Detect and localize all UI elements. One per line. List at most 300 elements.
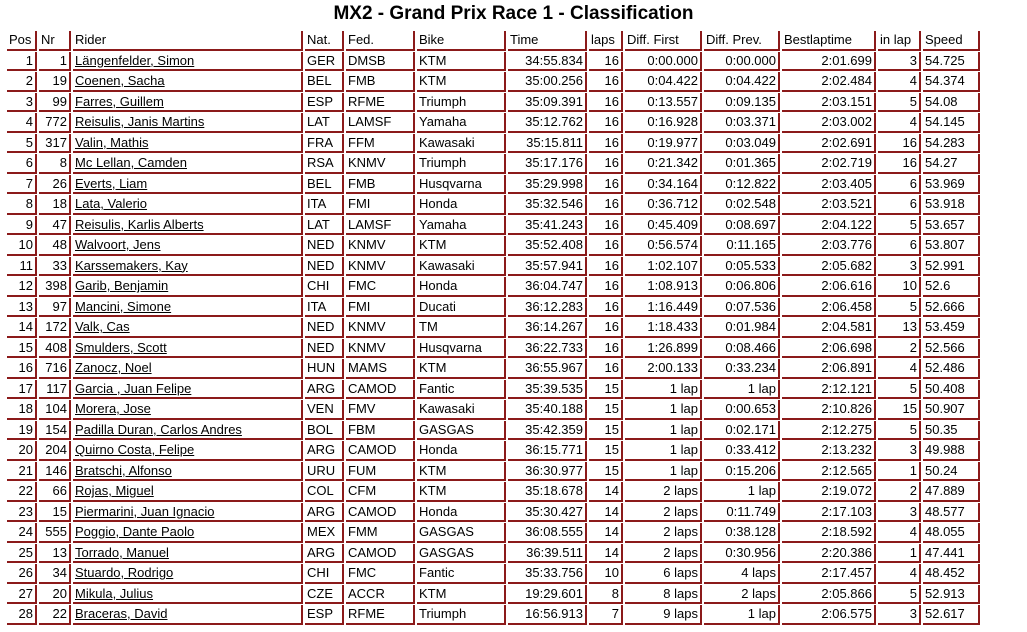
number-cell: 408 (39, 339, 71, 359)
bestlaptime-cell: 2:05.866 (782, 585, 876, 605)
laps-cell: 14 (589, 482, 623, 502)
rider-cell (73, 93, 303, 113)
position-cell: 14 (7, 318, 37, 338)
rider-link[interactable]: Zanocz, Noel (75, 360, 152, 375)
diff-first-cell: 1:02.107 (625, 257, 702, 277)
bike-cell: KTM (417, 52, 506, 72)
laps-cell: 16 (589, 257, 623, 277)
rider-link[interactable]: Lata, Valerio (75, 196, 148, 211)
bestlaptime-cell: 2:04.122 (782, 216, 876, 236)
nation-cell: RSA (305, 154, 344, 174)
diff-first-cell: 0:19.977 (625, 134, 702, 154)
number-cell: 104 (39, 400, 71, 420)
bike-cell: Yamaha (417, 216, 506, 236)
rider-link[interactable]: Braceras, David (75, 606, 168, 621)
laps-cell: 16 (589, 72, 623, 92)
rider-cell (73, 359, 303, 379)
number-cell: 204 (39, 441, 71, 461)
federation-cell: CAMOD (346, 503, 415, 523)
time-cell: 35:15.811 (508, 134, 587, 154)
speed-cell: 54.374 (923, 72, 980, 92)
bestlaptime-cell: 2:18.592 (782, 523, 876, 543)
position-cell: 11 (7, 257, 37, 277)
laps-cell: 8 (589, 585, 623, 605)
diff-prev-cell: 4 laps (704, 564, 780, 584)
diff-prev-cell: 0:11.749 (704, 503, 780, 523)
bike-cell: Honda (417, 503, 506, 523)
speed-cell: 52.913 (923, 585, 980, 605)
diff-prev-cell: 0:07.536 (704, 298, 780, 318)
rider-cell (73, 564, 303, 584)
nation-cell: NED (305, 318, 344, 338)
diff-first-cell: 1:18.433 (625, 318, 702, 338)
rider-link[interactable]: Walvoort, Jens (75, 237, 161, 252)
federation-cell: LAMSF (346, 216, 415, 236)
speed-cell: 54.27 (923, 154, 980, 174)
laps-cell: 16 (589, 175, 623, 195)
bestlaptime-cell: 2:20.386 (782, 544, 876, 564)
diff-prev-cell: 0:08.697 (704, 216, 780, 236)
number-cell: 18 (39, 195, 71, 215)
position-cell: 4 (7, 113, 37, 133)
speed-cell: 50.35 (923, 421, 980, 441)
bike-cell: Husqvarna (417, 339, 506, 359)
column-header-rider[interactable]: Rider (73, 31, 303, 51)
nation-cell: URU (305, 462, 344, 482)
rider-cell (73, 482, 303, 502)
rider-link[interactable]: Reisulis, Karlis Alberts (75, 216, 204, 232)
rider-cell (73, 503, 303, 523)
table-row (7, 564, 980, 584)
rider-cell (73, 400, 303, 420)
rider-cell (73, 441, 303, 461)
rider-cell (73, 195, 303, 215)
time-cell: 36:15.771 (508, 441, 587, 461)
diff-prev-cell: 0:03.049 (704, 134, 780, 154)
bestlaptime-cell: 2:17.457 (782, 564, 876, 584)
rider-link[interactable]: Quirno Costa, Felipe (75, 442, 195, 457)
nation-cell: CZE (305, 585, 344, 605)
laps-cell: 16 (589, 236, 623, 256)
diff-first-cell: 2 laps (625, 523, 702, 543)
column-header-diff-prev[interactable]: Diff. Prev. (704, 31, 780, 51)
bike-cell: GASGAS (417, 421, 506, 441)
rider-link[interactable]: Rojas, Miguel (75, 483, 154, 498)
rider-link[interactable]: Bratschi, Alfonso (75, 462, 172, 478)
rider-cell (73, 585, 303, 605)
table-row (7, 154, 980, 174)
in-lap-cell: 10 (878, 277, 921, 297)
diff-prev-cell: 0:33.412 (704, 441, 780, 461)
rider-cell (73, 154, 303, 174)
in-lap-cell: 16 (878, 134, 921, 154)
number-cell: 317 (39, 134, 71, 154)
diff-first-cell: 1 lap (625, 380, 702, 400)
column-header-in-lap[interactable]: in lap (878, 31, 921, 51)
speed-cell: 48.055 (923, 523, 980, 543)
bike-cell: GASGAS (417, 523, 506, 543)
time-cell: 36:08.555 (508, 523, 587, 543)
nation-cell: ARG (305, 544, 344, 564)
table-row (7, 421, 980, 441)
number-cell: 172 (39, 318, 71, 338)
bestlaptime-cell: 2:12.275 (782, 421, 876, 441)
bike-cell: Kawasaki (417, 257, 506, 277)
in-lap-cell: 5 (878, 380, 921, 400)
rider-link[interactable]: Garib, Benjamin (75, 278, 169, 293)
rider-link[interactable]: Mancini, Simone (75, 298, 172, 314)
table-row (7, 175, 980, 195)
table-row (7, 298, 980, 318)
rider-link[interactable]: Valin, Mathis (75, 134, 149, 150)
federation-cell: LAMSF (346, 113, 415, 133)
in-lap-cell: 4 (878, 72, 921, 92)
federation-cell: RFME (346, 93, 415, 113)
rider-cell (73, 318, 303, 338)
table-row (7, 605, 980, 625)
time-cell: 35:18.678 (508, 482, 587, 502)
rider-link[interactable]: Garcia , Juan Felipe (75, 380, 192, 396)
laps-cell: 7 (589, 605, 623, 625)
laps-cell: 16 (589, 298, 623, 318)
time-cell: 34:55.834 (508, 52, 587, 72)
federation-cell: DMSB (346, 52, 415, 72)
time-cell: 35:29.998 (508, 175, 587, 195)
in-lap-cell: 4 (878, 523, 921, 543)
in-lap-cell: 3 (878, 257, 921, 277)
in-lap-cell: 4 (878, 564, 921, 584)
diff-prev-cell: 1 lap (704, 482, 780, 502)
federation-cell: FUM (346, 462, 415, 482)
speed-cell: 53.918 (923, 195, 980, 215)
rider-link[interactable]: Reisulis, Janis Martins (75, 114, 205, 129)
position-cell: 19 (7, 421, 37, 441)
bike-cell: Fantic (417, 564, 506, 584)
speed-cell: 54.08 (923, 93, 980, 113)
rider-cell (73, 257, 303, 277)
rider-link[interactable]: Morera, Jose (75, 401, 151, 416)
position-cell: 8 (7, 195, 37, 215)
time-cell: 35:40.188 (508, 400, 587, 420)
in-lap-cell: 3 (878, 441, 921, 461)
table-row (7, 400, 980, 420)
time-cell: 35:17.176 (508, 154, 587, 174)
rider-link[interactable]: Torrado, Manuel (75, 544, 169, 560)
number-cell: 34 (39, 564, 71, 584)
speed-cell: 52.617 (923, 605, 980, 625)
column-header-nr[interactable]: Nr (39, 31, 71, 51)
diff-prev-cell: 0:08.466 (704, 339, 780, 359)
diff-prev-cell: 0:15.206 (704, 462, 780, 482)
laps-cell: 16 (589, 113, 623, 133)
federation-cell: KNMV (346, 339, 415, 359)
time-cell: 35:52.408 (508, 236, 587, 256)
rider-link[interactable]: Karssemakers, Kay (75, 257, 188, 273)
nation-cell: ITA (305, 298, 344, 318)
number-cell: 19 (39, 72, 71, 92)
classification-body (7, 52, 980, 625)
nation-cell: FRA (305, 134, 344, 154)
position-cell: 16 (7, 359, 37, 379)
laps-cell: 15 (589, 462, 623, 482)
table-row (7, 523, 980, 543)
in-lap-cell: 4 (878, 359, 921, 379)
column-header-laps[interactable]: laps (589, 31, 623, 51)
bestlaptime-cell: 2:17.103 (782, 503, 876, 523)
diff-first-cell: 1 lap (625, 462, 702, 482)
bike-cell: Husqvarna (417, 175, 506, 195)
position-cell: 5 (7, 134, 37, 154)
rider-link[interactable]: Poggio, Dante Paolo (75, 524, 195, 539)
bike-cell: GASGAS (417, 544, 506, 564)
federation-cell: FMI (346, 195, 415, 215)
position-cell: 12 (7, 277, 37, 297)
diff-prev-cell: 0:38.128 (704, 523, 780, 543)
column-header-pos[interactable]: Pos (7, 31, 37, 51)
time-cell: 36:55.967 (508, 359, 587, 379)
bike-cell: TM (417, 318, 506, 338)
diff-prev-cell: 0:02.171 (704, 421, 780, 441)
table-row (7, 503, 980, 523)
bestlaptime-cell: 2:06.891 (782, 359, 876, 379)
diff-first-cell: 2 laps (625, 503, 702, 523)
rider-cell (73, 462, 303, 482)
in-lap-cell: 5 (878, 93, 921, 113)
number-cell: 772 (39, 113, 71, 133)
number-cell: 48 (39, 236, 71, 256)
table-row (7, 195, 980, 215)
rider-cell (73, 52, 303, 72)
nation-cell: ESP (305, 93, 344, 113)
time-cell: 36:04.747 (508, 277, 587, 297)
bestlaptime-cell: 2:12.121 (782, 380, 876, 400)
diff-prev-cell: 0:06.806 (704, 277, 780, 297)
laps-cell: 14 (589, 544, 623, 564)
diff-first-cell: 9 laps (625, 605, 702, 625)
position-cell: 25 (7, 544, 37, 564)
bestlaptime-cell: 2:12.565 (782, 462, 876, 482)
diff-first-cell: 8 laps (625, 585, 702, 605)
nation-cell: GER (305, 52, 344, 72)
bestlaptime-cell: 2:19.072 (782, 482, 876, 502)
number-cell: 117 (39, 380, 71, 400)
position-cell: 17 (7, 380, 37, 400)
diff-prev-cell: 0:33.234 (704, 359, 780, 379)
in-lap-cell: 1 (878, 462, 921, 482)
table-row (7, 216, 980, 236)
in-lap-cell: 3 (878, 52, 921, 72)
bestlaptime-cell: 2:03.151 (782, 93, 876, 113)
speed-cell: 52.486 (923, 359, 980, 379)
federation-cell: FMV (346, 400, 415, 420)
rider-link[interactable]: Längenfelder, Simon (75, 52, 195, 68)
rider-cell (73, 298, 303, 318)
column-header-fed[interactable]: Fed. (346, 31, 415, 51)
nation-cell: ARG (305, 503, 344, 523)
table-row (7, 277, 980, 297)
in-lap-cell: 3 (878, 605, 921, 625)
table-row (7, 339, 980, 359)
laps-cell: 16 (589, 318, 623, 338)
rider-cell (73, 236, 303, 256)
bike-cell: KTM (417, 462, 506, 482)
diff-prev-cell: 0:05.533 (704, 257, 780, 277)
nation-cell: CHI (305, 277, 344, 297)
nation-cell: BOL (305, 421, 344, 441)
diff-first-cell: 1:16.449 (625, 298, 702, 318)
rider-cell (73, 523, 303, 543)
speed-cell: 54.283 (923, 134, 980, 154)
page-title: MX2 - Grand Prix Race 1 - Classification (333, 3, 694, 24)
time-cell: 35:39.535 (508, 380, 587, 400)
laps-cell: 15 (589, 421, 623, 441)
bestlaptime-cell: 2:06.698 (782, 339, 876, 359)
speed-cell: 47.889 (923, 482, 980, 502)
nation-cell: ESP (305, 605, 344, 625)
diff-first-cell: 0:45.409 (625, 216, 702, 236)
diff-first-cell: 0:04.422 (625, 72, 702, 92)
in-lap-cell: 5 (878, 585, 921, 605)
bestlaptime-cell: 2:06.616 (782, 277, 876, 297)
column-header-bestlaptime[interactable]: Bestlaptime (782, 31, 876, 51)
rider-cell (73, 216, 303, 236)
rider-cell (73, 134, 303, 154)
number-cell: 33 (39, 257, 71, 277)
diff-prev-cell: 0:30.956 (704, 544, 780, 564)
in-lap-cell: 5 (878, 298, 921, 318)
bike-cell: Honda (417, 277, 506, 297)
bestlaptime-cell: 2:02.691 (782, 134, 876, 154)
diff-first-cell: 1:26.899 (625, 339, 702, 359)
number-cell: 66 (39, 482, 71, 502)
rider-link[interactable]: Padilla Duran, Carlos Andres (75, 421, 242, 437)
federation-cell: KNMV (346, 257, 415, 277)
table-row (7, 359, 980, 379)
diff-first-cell: 0:36.712 (625, 195, 702, 215)
time-cell: 35:42.359 (508, 421, 587, 441)
number-cell: 8 (39, 154, 71, 174)
rider-cell (73, 605, 303, 625)
position-cell: 2 (7, 72, 37, 92)
position-cell: 23 (7, 503, 37, 523)
federation-cell: FMC (346, 277, 415, 297)
nation-cell: ARG (305, 380, 344, 400)
federation-cell: KNMV (346, 236, 415, 256)
table-row (7, 72, 980, 92)
federation-cell: FMM (346, 523, 415, 543)
federation-cell: FMI (346, 298, 415, 318)
rider-link[interactable]: Piermarini, Juan Ignacio (75, 503, 215, 519)
federation-cell: MAMS (346, 359, 415, 379)
bestlaptime-cell: 2:02.484 (782, 72, 876, 92)
diff-first-cell: 2:00.133 (625, 359, 702, 379)
column-header-time[interactable]: Time (508, 31, 587, 51)
table-row (7, 52, 980, 72)
diff-first-cell: 1 lap (625, 441, 702, 461)
number-cell: 22 (39, 605, 71, 625)
speed-cell: 52.666 (923, 298, 980, 318)
number-cell: 716 (39, 359, 71, 379)
table-row (7, 236, 980, 256)
laps-cell: 16 (589, 339, 623, 359)
nation-cell: VEN (305, 400, 344, 420)
rider-cell (73, 544, 303, 564)
nation-cell: COL (305, 482, 344, 502)
speed-cell: 50.408 (923, 380, 980, 400)
speed-cell: 52.991 (923, 257, 980, 277)
diff-prev-cell: 0:12.822 (704, 175, 780, 195)
rider-link[interactable]: Mc Lellan, Camden (75, 155, 187, 170)
federation-cell: ACCR (346, 585, 415, 605)
position-cell: 22 (7, 482, 37, 502)
federation-cell: CAMOD (346, 380, 415, 400)
bestlaptime-cell: 2:13.232 (782, 441, 876, 461)
federation-cell: FFM (346, 134, 415, 154)
rider-link[interactable]: Farres, Guillem (75, 93, 164, 109)
nation-cell: LAT (305, 113, 344, 133)
diff-first-cell: 2 laps (625, 482, 702, 502)
number-cell: 555 (39, 523, 71, 543)
diff-first-cell: 1:08.913 (625, 277, 702, 297)
laps-cell: 16 (589, 52, 623, 72)
diff-prev-cell: 2 laps (704, 585, 780, 605)
bestlaptime-cell: 2:10.826 (782, 400, 876, 420)
rider-link[interactable]: Stuardo, Rodrigo (75, 565, 174, 580)
nation-cell: ITA (305, 195, 344, 215)
rider-link[interactable]: Mikula, Julius (75, 585, 154, 601)
diff-prev-cell: 1 lap (704, 605, 780, 625)
diff-first-cell: 2 laps (625, 544, 702, 564)
speed-cell: 50.24 (923, 462, 980, 482)
column-header-speed[interactable]: Speed (923, 31, 980, 51)
rider-link[interactable]: Smulders, Scott (75, 339, 167, 355)
column-header-bike[interactable]: Bike (417, 31, 506, 51)
laps-cell: 15 (589, 441, 623, 461)
in-lap-cell: 3 (878, 503, 921, 523)
in-lap-cell: 16 (878, 154, 921, 174)
in-lap-cell: 4 (878, 113, 921, 133)
in-lap-cell: 6 (878, 195, 921, 215)
federation-cell: KNMV (346, 318, 415, 338)
bike-cell: Yamaha (417, 113, 506, 133)
table-row (7, 585, 980, 605)
rider-link[interactable]: Everts, Liam (75, 175, 148, 191)
bike-cell: Triumph (417, 93, 506, 113)
federation-cell: FMB (346, 175, 415, 195)
column-header-nat[interactable]: Nat. (305, 31, 344, 51)
table-row (7, 134, 980, 154)
diff-first-cell: 0:34.164 (625, 175, 702, 195)
table-row (7, 544, 980, 564)
federation-cell: FMC (346, 564, 415, 584)
laps-cell: 16 (589, 277, 623, 297)
position-cell: 13 (7, 298, 37, 318)
federation-cell: CAMOD (346, 544, 415, 564)
rider-link[interactable]: Valk, Cas (75, 319, 130, 334)
column-header-diff-first[interactable]: Diff. First (625, 31, 702, 51)
time-cell: 36:30.977 (508, 462, 587, 482)
bestlaptime-cell: 2:04.581 (782, 318, 876, 338)
in-lap-cell: 6 (878, 236, 921, 256)
bike-cell: Kawasaki (417, 400, 506, 420)
speed-cell: 52.6 (923, 277, 980, 297)
speed-cell: 47.441 (923, 544, 980, 564)
time-cell: 35:33.756 (508, 564, 587, 584)
nation-cell: NED (305, 339, 344, 359)
number-cell: 97 (39, 298, 71, 318)
rider-link[interactable]: Coenen, Sacha (75, 73, 165, 88)
laps-cell: 14 (589, 503, 623, 523)
